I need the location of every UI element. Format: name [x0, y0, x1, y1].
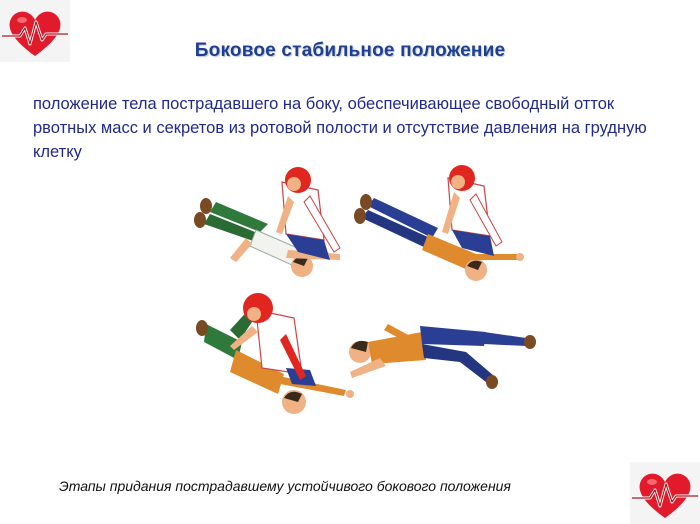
figure-caption: Этапы придания пострадавшему устойчивого бокового положения — [59, 478, 511, 494]
step-4-illustration — [340, 312, 540, 402]
definition-text: положение тела пострадавшего на боку, обеспечивающее свободный отток рвотных масс и секретов из ротовой полости и отсутствие давления на грудную клетку — [33, 95, 647, 161]
step-1-illustration — [190, 162, 362, 300]
step-2-illustration — [352, 162, 534, 300]
step-3-illustration — [190, 290, 362, 428]
heart-pulse-logo-icon — [630, 462, 700, 524]
page-title: Боковое стабильное положение — [194, 40, 506, 61]
